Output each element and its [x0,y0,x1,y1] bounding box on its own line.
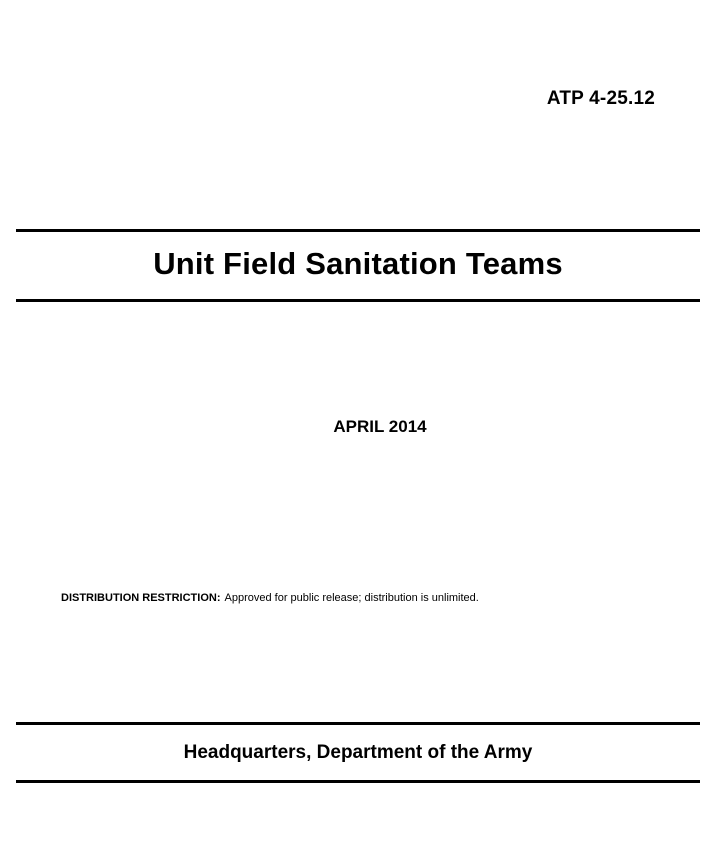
publisher-name: Headquarters, Department of the Army [183,742,533,763]
distribution-restriction [61,592,479,604]
document-number: ATP 4-25.12 [546,88,655,109]
title-bottom-rule [16,299,700,302]
title-top-rule [16,229,700,232]
distribution-text: Approved for public release; distribution is unlimited. [224,592,479,604]
document-title: Unit Field Sanitation Teams [153,246,563,281]
distribution-label: DISTRIBUTION RESTRICTION: [61,592,221,604]
publication-date: APRIL 2014 [333,417,427,436]
footer-top-rule [16,722,700,725]
footer-bottom-rule [16,780,700,783]
